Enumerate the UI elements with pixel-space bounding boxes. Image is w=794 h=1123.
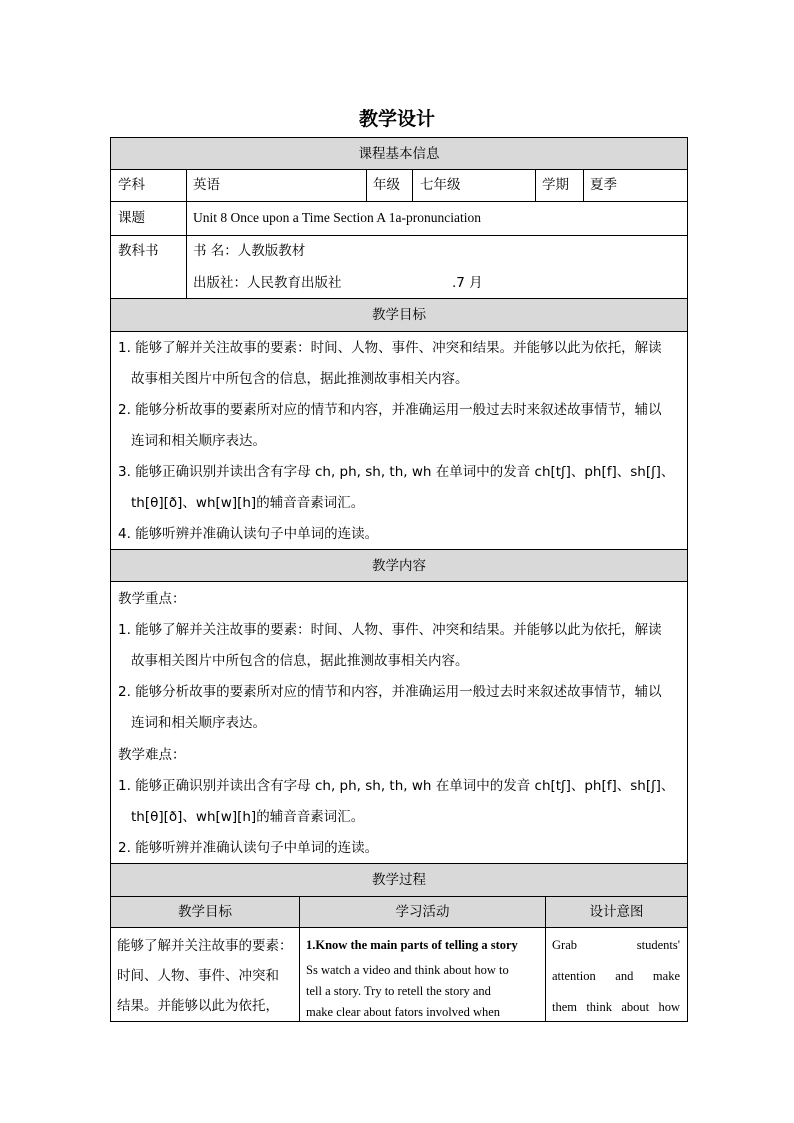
difficult-point-1-line2: th[θ][ð]、wh[w][h]的辅音音素词汇。 (131, 809, 365, 825)
objective-1-line2: 故事相关图片中所包含的信息，据此推测故事相关内容。 (131, 371, 469, 387)
row1-goal-line2: 时间、人物、事件、冲突和 (117, 968, 279, 984)
row1-activity-line2: tell a story. Try to retell the story and (306, 984, 491, 998)
objective-3-line2: th[θ][ð]、wh[w][h]的辅音音素词汇。 (131, 495, 365, 511)
topic-label: 课题 (118, 210, 145, 226)
key-point-1-line1: 1. 能够了解并关注故事的要素：时间、人物、事件、冲突和结果。并能够以此为依托，解读 (118, 622, 662, 638)
difficult-point-2-line1: 2. 能够听辨并准确认读句子中单词的连读。 (118, 840, 379, 856)
row1-activity-title: 1.Know the main parts of telling a story (306, 938, 518, 952)
term-value: 夏季 (590, 177, 617, 193)
basic-info-header: 课程基本信息 (358, 146, 440, 162)
book-name: 书 名：人教版教材 (193, 243, 306, 259)
row1-activity-line3: make clear about fators involved when (306, 1005, 501, 1019)
row1-intent-line1: Grab students' (552, 938, 680, 952)
row1-goal-line3: 结果。并能够以此为依托， (117, 998, 279, 1014)
edition-date: .7 月 (452, 275, 483, 291)
column-goal: 教学目标 (178, 904, 232, 920)
key-point-2-line2: 连词和相关顺序表达。 (131, 715, 266, 731)
grade-label: 年级 (373, 177, 400, 193)
process-header: 教学过程 (372, 872, 426, 888)
difficult-points-label: 教学难点： (118, 747, 186, 763)
row1-goal-line1: 能够了解并关注故事的要素： (117, 938, 293, 954)
subject-label: 学科 (118, 177, 145, 193)
content-header: 教学内容 (372, 558, 426, 574)
column-intent: 设计意图 (589, 904, 644, 920)
page-title: 教学设计 (358, 108, 435, 130)
objectives-header: 教学目标 (372, 307, 426, 323)
key-point-2-line1: 2. 能够分析故事的要素所对应的情节和内容，并准确运用一般过去时来叙述故事情节，辅以 (118, 684, 662, 700)
column-activity: 学习活动 (395, 904, 450, 920)
key-point-1-line2: 故事相关图片中所包含的信息，据此推测故事相关内容。 (131, 653, 469, 669)
grade-value: 七年级 (420, 177, 461, 193)
objective-4-line1: 4. 能够听辨并准确认读句子中单词的连读。 (118, 526, 379, 542)
row1-intent-line3: them think about how (552, 1000, 680, 1014)
objective-3-line1: 3. 能够正确识别并读出含有字母 ch, ph, sh, th, wh 在单词中的发音 ch[tʃ]、ph[f]、sh[ʃ]、 (118, 464, 675, 480)
term-label: 学期 (542, 177, 569, 193)
row1-intent-line2: attention and make (552, 969, 680, 983)
difficult-point-1-line1: 1. 能够正确识别并读出含有字母 ch, ph, sh, th, wh 在单词中的发音 ch[tʃ]、ph[f]、sh[ʃ]、 (118, 778, 675, 794)
topic-value: Unit 8 Once upon a Time Section A 1a-pronunciation (193, 210, 481, 225)
objective-2-line1: 2. 能够分析故事的要素所对应的情节和内容，并准确运用一般过去时来叙述故事情节，辅以 (118, 402, 662, 418)
row1-activity-line1: Ss watch a video and think about how to (306, 963, 509, 977)
key-points-label: 教学重点： (118, 591, 186, 607)
subject-value: 英语 (193, 177, 220, 193)
objective-2-line2: 连词和相关顺序表达。 (131, 433, 266, 449)
textbook-label: 教科书 (118, 243, 159, 259)
objective-1-line1: 1. 能够了解并关注故事的要素：时间、人物、事件、冲突和结果。并能够以此为依托，解读 (118, 340, 662, 356)
publisher: 出版社：人民教育出版社 (193, 275, 342, 291)
